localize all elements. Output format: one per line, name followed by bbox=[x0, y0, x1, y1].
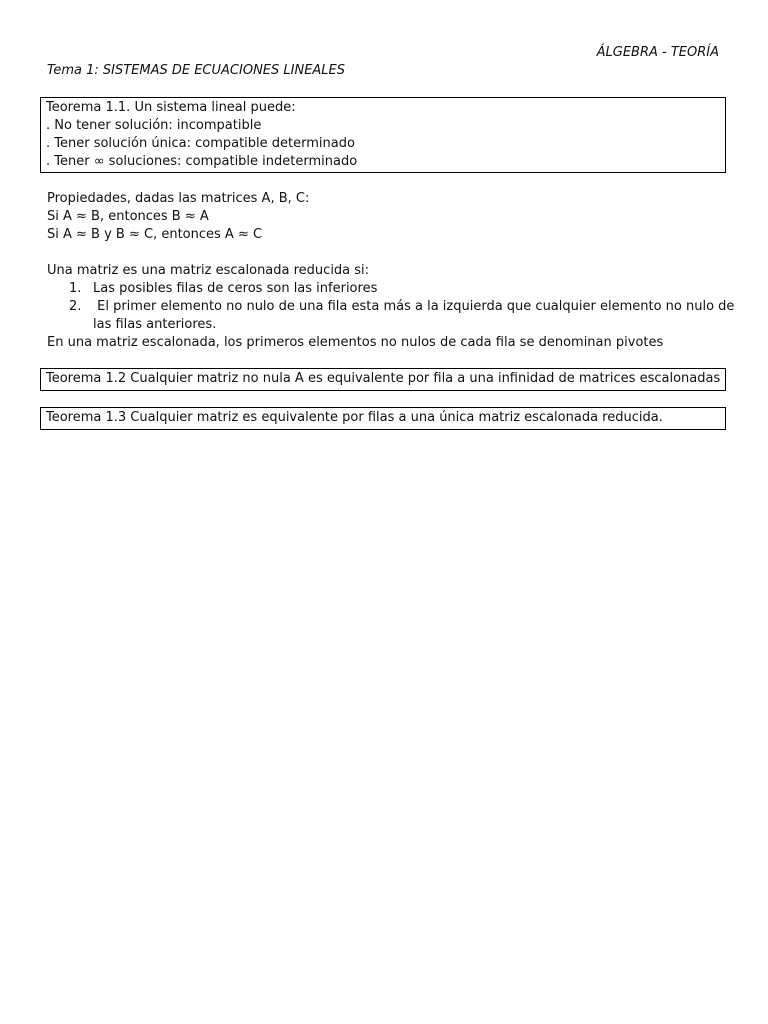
list-item bbox=[47, 280, 727, 298]
theorem-1-3-text: Teorema 1.3 Cualquier matriz es equivalente por filas a una única matriz escalonada reducida. bbox=[46, 410, 663, 425]
property-symmetric: Si A ≈ B, entonces B ≈ A bbox=[47, 209, 209, 224]
list-item-number: 2. bbox=[69, 299, 82, 314]
theorem-1-2-box bbox=[40, 368, 726, 391]
theorem-1-1-case-incompatible: . No tener solución: incompatible bbox=[46, 118, 262, 133]
list-item-text-continuation: las filas anteriores. bbox=[93, 317, 217, 332]
theorem-1-1-title: Teorema 1.1. Un sistema lineal puede: bbox=[46, 100, 296, 115]
pivots-note: En una matriz escalonada, los primeros elementos no nulos de cada fila se denominan pivotes bbox=[47, 335, 664, 350]
theorem-1-1-case-indetermined: . Tener ∞ soluciones: compatible indeterminado bbox=[46, 154, 358, 169]
reduced-echelon-section bbox=[47, 262, 735, 352]
list-item-number: 1. bbox=[69, 281, 82, 296]
list-item-text: El primer elemento no nulo de una fila esta más a la izquierda que cualquier elemento no nulo de bbox=[93, 299, 735, 314]
list-item bbox=[47, 298, 735, 334]
reduced-echelon-conditions bbox=[47, 280, 735, 334]
theorem-1-3-box bbox=[40, 407, 726, 430]
topic-header: Tema 1: SISTEMAS DE ECUACIONES LINEALES bbox=[47, 63, 346, 78]
reduced-echelon-intro: Una matriz es una matriz escalonada reducida si: bbox=[47, 263, 370, 278]
subject-header: ÁLGEBRA - TEORÍA bbox=[596, 45, 719, 60]
theorem-1-1-box bbox=[40, 97, 726, 173]
properties-section bbox=[47, 190, 727, 244]
properties-intro: Propiedades, dadas las matrices A, B, C: bbox=[47, 191, 310, 206]
theorem-1-2-text: Teorema 1.2 Cualquier matriz no nula A es equivalente por fila a una infinidad de matrices escalonadas bbox=[46, 371, 721, 386]
list-item-text: Las posibles filas de ceros son las inferiores bbox=[93, 281, 378, 296]
theorem-1-1-case-determined: . Tener solución única: compatible determinado bbox=[46, 136, 355, 151]
property-transitive: Si A ≈ B y B ≈ C, entonces A ≈ C bbox=[47, 227, 263, 242]
